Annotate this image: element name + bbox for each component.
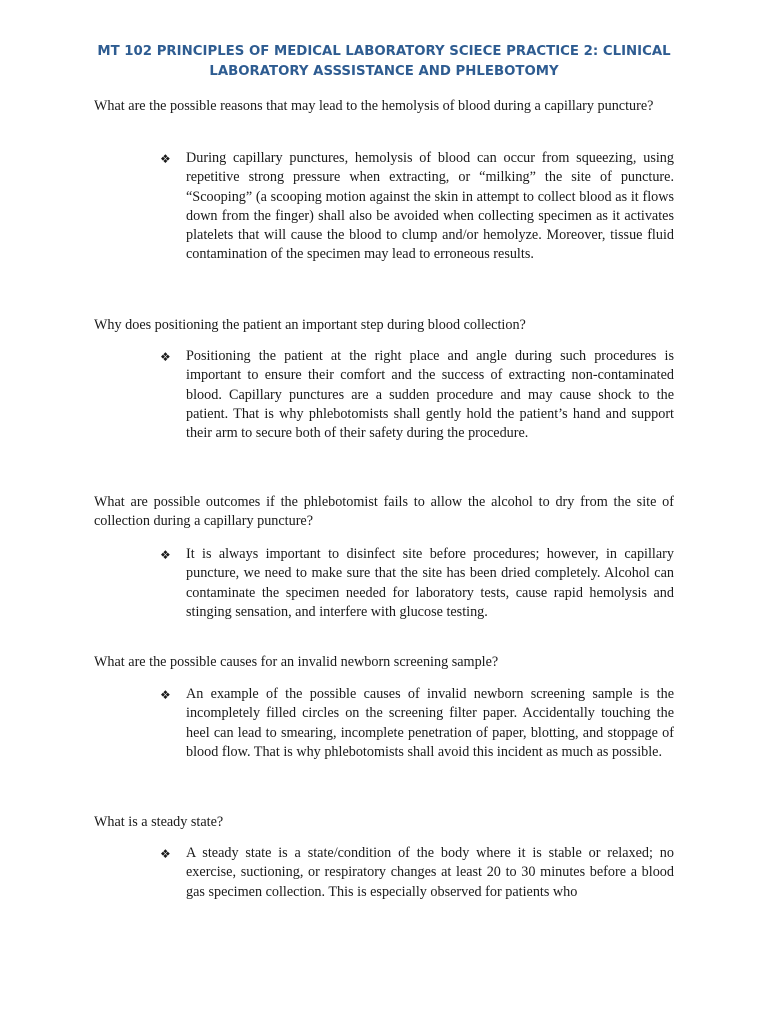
question-4: What are the possible causes for an invalid newborn screening sample? (94, 654, 499, 670)
answer-3 (160, 545, 674, 622)
four-diamond-bullet-icon: ❖ (160, 350, 171, 364)
question-5: What is a steady state? (94, 814, 224, 830)
four-diamond-bullet-icon: ❖ (160, 847, 171, 861)
question-3: What are possible outcomes if the phlebotomist fails to allow the alcohol to dry from the site of collection during a capillary puncture? (94, 494, 674, 530)
answer-1-text: During capillary punctures, hemolysis of blood can occur from squeezing, using repetitive strong pressure when extracting, or “milking” the site of puncture. “Scooping” (a scooping motion against the skin in attempt to collect blood as it flows down from the finger) shall also be avoided when collecting specimen as it activates platelets that will cause the blood to clump and/or hemolyze. Moreover, tissue fluid contamination of the specimen may lead to erroneous results. (186, 150, 674, 263)
question-2: Why does positioning the patient an important step during blood collection? (94, 317, 526, 333)
answer-5-text: A steady state is a state/condition of the body where it is stable or relaxed; no exercise, suctioning, or respiratory changes at least 20 to 30 minutes before a blood gas specimen collection. This is especially observed for patients who (186, 845, 674, 900)
answer-2-text: Positioning the patient at the right place and angle during such procedures is important to ensure their comfort and the success of extracting non-contaminated blood. Capillary punctures are a sudden procedure and may cause shock to the patient. That is why phlebotomists shall gently hold the patient’s hand and support their arm to secure both of their safety during the procedure. (186, 348, 674, 442)
answer-4 (160, 685, 674, 762)
answer-3-text: It is always important to disinfect site before procedures; however, in capillary puncture, we need to make sure that the site has been dried completely. Alcohol can contaminate the specimen needed for laboratory tests, cause rapid hemolysis and stinging sensation, and interfere with glucose testing. (186, 546, 674, 620)
answer-1 (160, 149, 674, 265)
answer-4-text: An example of the possible causes of invalid newborn screening sample is the incompletely filled circles on the screening filter paper. Accidentally touching the heel can lead to smearing, incomplete penetration of paper, blotting, and stoppage of blood flow. That is why phlebotomists shall avoid this incident as much as possible. (186, 686, 674, 760)
four-diamond-bullet-icon: ❖ (160, 548, 171, 562)
answer-5 (160, 844, 674, 902)
answer-2 (160, 347, 674, 443)
question-1: What are the possible reasons that may lead to the hemolysis of blood during a capillary puncture? (94, 98, 654, 114)
document-title: MT 102 PRINCIPLES OF MEDICAL LABORATORY SCIECE PRACTICE 2: CLINICAL LABORATORY ASSSISTANCE AND PHLEBOTOMY (97, 44, 671, 79)
four-diamond-bullet-icon: ❖ (160, 688, 171, 702)
four-diamond-bullet-icon: ❖ (160, 152, 171, 166)
